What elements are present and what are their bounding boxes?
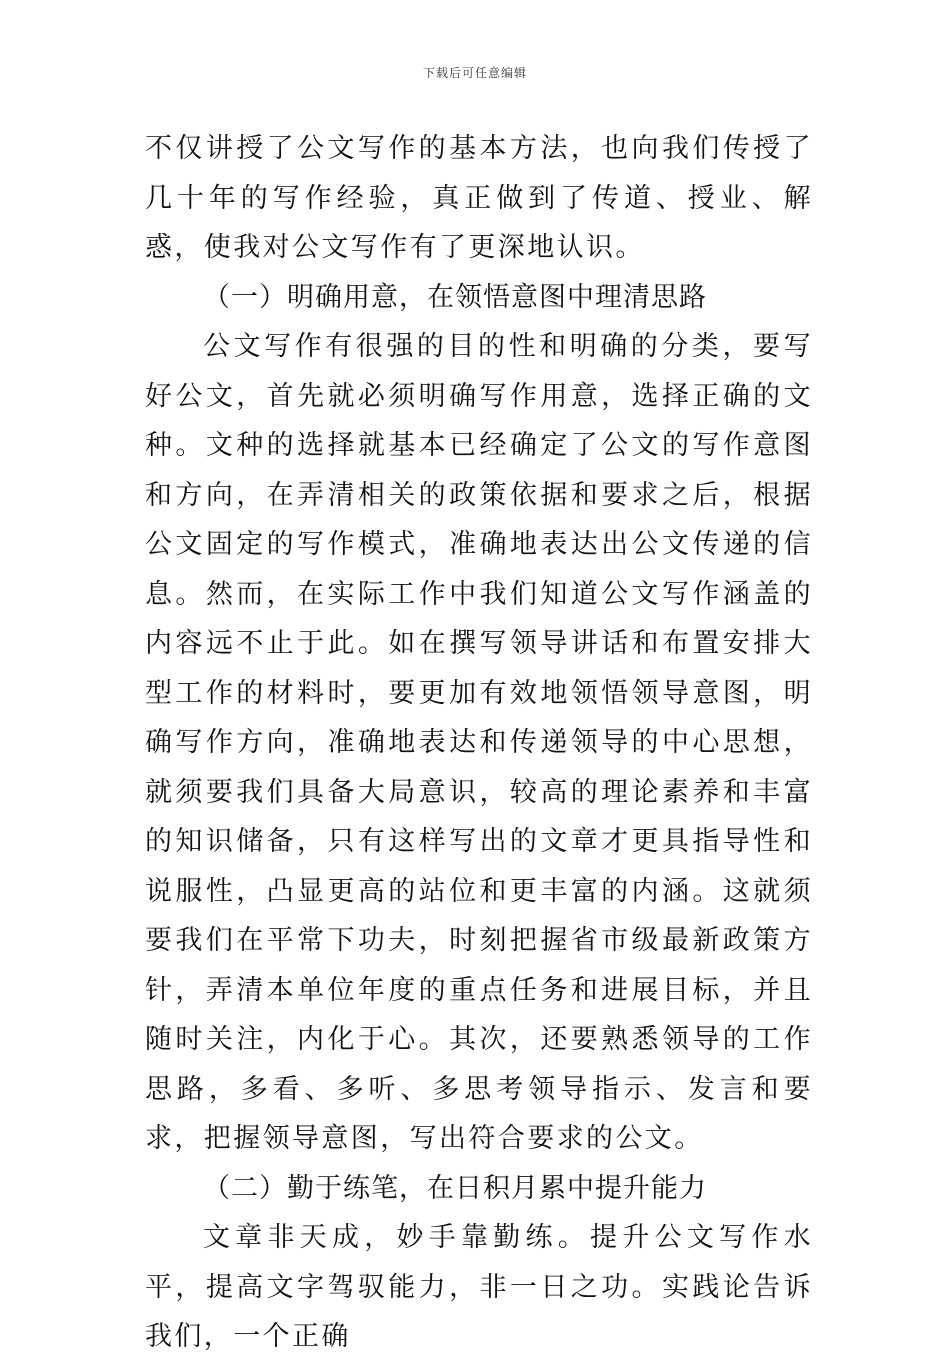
paragraph-section-2: 文章非天成，妙手靠勤练。提升公文写作水平，提高文字驾驭能力，非一日之功。实践论告诉我们，一个正确 [145, 1222, 813, 1352]
document-body [145, 124, 813, 1362]
section-heading-1: （一）明确用意，在领悟意图中理清思路 [203, 281, 707, 313]
paragraph-continuation: 不仅讲授了公文写作的基本方法，也向我们传授了几十年的写作经验，真正做到了传道、授业、解惑，使我对公文写作有了更深地认识。 [145, 133, 813, 263]
page-header: 下载后可任意编辑 [422, 66, 527, 80]
section-heading-2: （二）勤于练笔，在日积月累中提升能力 [203, 1172, 707, 1204]
paragraph-section-1: 公文写作有很强的目的性和明确的分类，要写好公文，首先就必须明确写作用意，选择正确的文种。文种的选择就基本已经确定了公文的写作意图和方向，在弄清相关的政策依据和要求之后，根据公文固定的写作模式，准确地表达出公文传递的信息。然而，在实际工作中我们知道公文写作涵盖的内容远不止于此。如在撰写领导讲话和布置安排大型工作的材料时，要更加有效地领悟领导意图，明确写作方向，准确地表达和传递领导的中心思想，就须要我们具备大局意识，较高的理论素养和丰富的知识储备，只有这样写出的文章才更具指导性和说服性，凸显更高的站位和更丰富的内涵。这就须要我们在平常下功夫，时刻把握省市级最新政策方针，弄清本单位年度的重点任务和进展目标，并且随时关注，内化于心。其次，还要熟悉领导的工作思路，多看、多听、多思考领导指示、发言和要求，把握领导意图，写出符合要求的公文。 [145, 331, 813, 1154]
